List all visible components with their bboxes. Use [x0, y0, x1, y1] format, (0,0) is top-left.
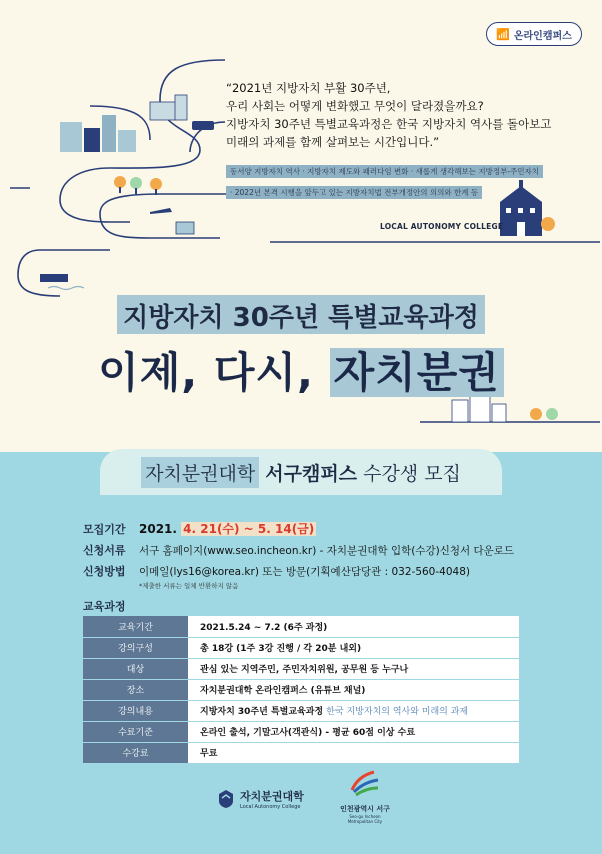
course-row-value-text: 자치분권대학 온라인캠퍼스 (유튜브 채널) — [200, 686, 366, 696]
college-logo-sub: Local Autonomy College — [240, 804, 301, 810]
quote-line: “2021년 지방자치 부활 30주년, — [226, 81, 391, 95]
topic-notes — [226, 159, 572, 201]
method-key: 신청방법 — [83, 565, 126, 578]
course-row-key: 대상 — [83, 658, 188, 679]
course-row-value — [188, 700, 519, 721]
quote-line: 지방자치 30주년 특별교육과정은 한국 지방자치 역사를 돌아보고 — [226, 117, 552, 131]
course-row — [83, 637, 519, 658]
course-row — [83, 616, 519, 637]
title-line2-highlight: 자치분권 — [330, 348, 504, 397]
topic-note: 동서양 지방자치 역사 · 지방자치 제도와 패러다임 변화 · 새롭게 생각해보는 지방정부-주민자치 — [226, 165, 543, 178]
online-campus-label: 온라인캠퍼스 — [513, 30, 572, 42]
period-value — [139, 520, 523, 537]
course-row-value — [188, 721, 519, 742]
course-row-value-text: 2021.5.24 ~ 7.2 (6주 과정) — [200, 622, 328, 633]
course-row — [83, 700, 519, 721]
period-row — [83, 520, 523, 537]
course-row-value-text: 관심 있는 지역주민, 주민자치위원, 공무원 등 누구나 — [200, 665, 409, 675]
course-row-value — [188, 658, 519, 679]
course-row-value-text: 무료 — [200, 749, 218, 759]
recruit-post: 수강생 모집 — [363, 462, 461, 485]
period-year: 2021. — [139, 522, 177, 536]
method-note: *제출한 서류는 일체 반환하지 않음 — [139, 582, 239, 590]
course-row — [83, 658, 519, 679]
method-row — [83, 563, 523, 579]
docs-key: 신청서류 — [83, 544, 126, 557]
city-logo — [340, 768, 390, 824]
title-line1 — [0, 295, 602, 334]
city-emblem-icon — [348, 768, 382, 798]
course-row — [83, 742, 519, 763]
docs-value: 서구 홈페이지(www.seo.incheon.kr) - 자치분권대학 입학(수강)신청서 다운로드 — [139, 545, 515, 557]
course-row-value-text: 온라인 출석, 기말고사(객관식) - 평균 60점 이상 수료 — [200, 728, 416, 738]
online-campus-badge[interactable] — [486, 22, 582, 46]
intro-quote — [226, 79, 556, 151]
period-key: 모집기간 — [83, 523, 126, 536]
course-row-key: 장소 — [83, 679, 188, 700]
college-emblem-icon — [218, 789, 234, 809]
course-row-value-text: 지방자치 30주년 특별교육과정 — [200, 707, 327, 717]
course-row-value — [188, 742, 519, 763]
college-label: LOCAL AUTONOMY COLLEGE — [380, 222, 504, 231]
course-row-key: 수강료 — [83, 742, 188, 763]
college-logo — [218, 788, 304, 810]
period-range: 4. 21(수) ~ 5. 14(금) — [183, 522, 315, 536]
course-row-key: 강의구성 — [83, 637, 188, 658]
wifi-icon: 📶 — [496, 27, 510, 41]
city-logo-name: 인천광역시 서구 — [340, 805, 390, 813]
course-row-value-text: 총 18강 (1주 3강 진행 / 각 20분 내외) — [200, 644, 362, 654]
title-line2-plain: 이제, 다시, — [98, 348, 314, 397]
title-line1-text: 지방자치 30주년 특별교육과정 — [117, 295, 485, 334]
quote-line: 우리 사회는 어떻게 변화했고 무엇이 달라졌을까요? — [226, 99, 484, 113]
recruit-pre: 자치분권대학 — [141, 457, 259, 488]
course-row-accent: 한국 지방자치의 역사와 미래의 과제 — [326, 707, 469, 717]
course-row-value — [188, 637, 519, 658]
course-heading: 교육과정 — [83, 600, 126, 613]
quote-line: 미래의 과제를 함께 살펴보는 시간입니다.” — [226, 135, 440, 149]
city-logo-sub: Seo-gu Incheon Metropolitan City — [347, 814, 383, 824]
course-row-value — [188, 679, 519, 700]
course-row-key: 교육기간 — [83, 616, 188, 637]
college-logo-name: 자치분권대학 — [240, 790, 304, 803]
course-row — [83, 721, 519, 742]
course-row — [83, 679, 519, 700]
topic-note: · 2022년 본격 시행을 앞두고 있는 지방자치법 전부개정안의 의의와 한계 등 — [226, 186, 482, 199]
course-row-key: 수료기준 — [83, 721, 188, 742]
title-line2 — [0, 340, 602, 400]
docs-row — [83, 542, 523, 558]
course-row-key: 강의내용 — [83, 700, 188, 721]
recruit-campus: 서구캠퍼스 — [265, 462, 358, 485]
course-row-value — [188, 616, 519, 637]
method-value: 이메일(lys16@korea.kr) 또는 방문(기획예산담당관 : 032-560-4048) — [139, 566, 470, 578]
info-block — [83, 520, 523, 619]
recruit-banner — [100, 449, 502, 495]
course-table — [83, 616, 519, 764]
